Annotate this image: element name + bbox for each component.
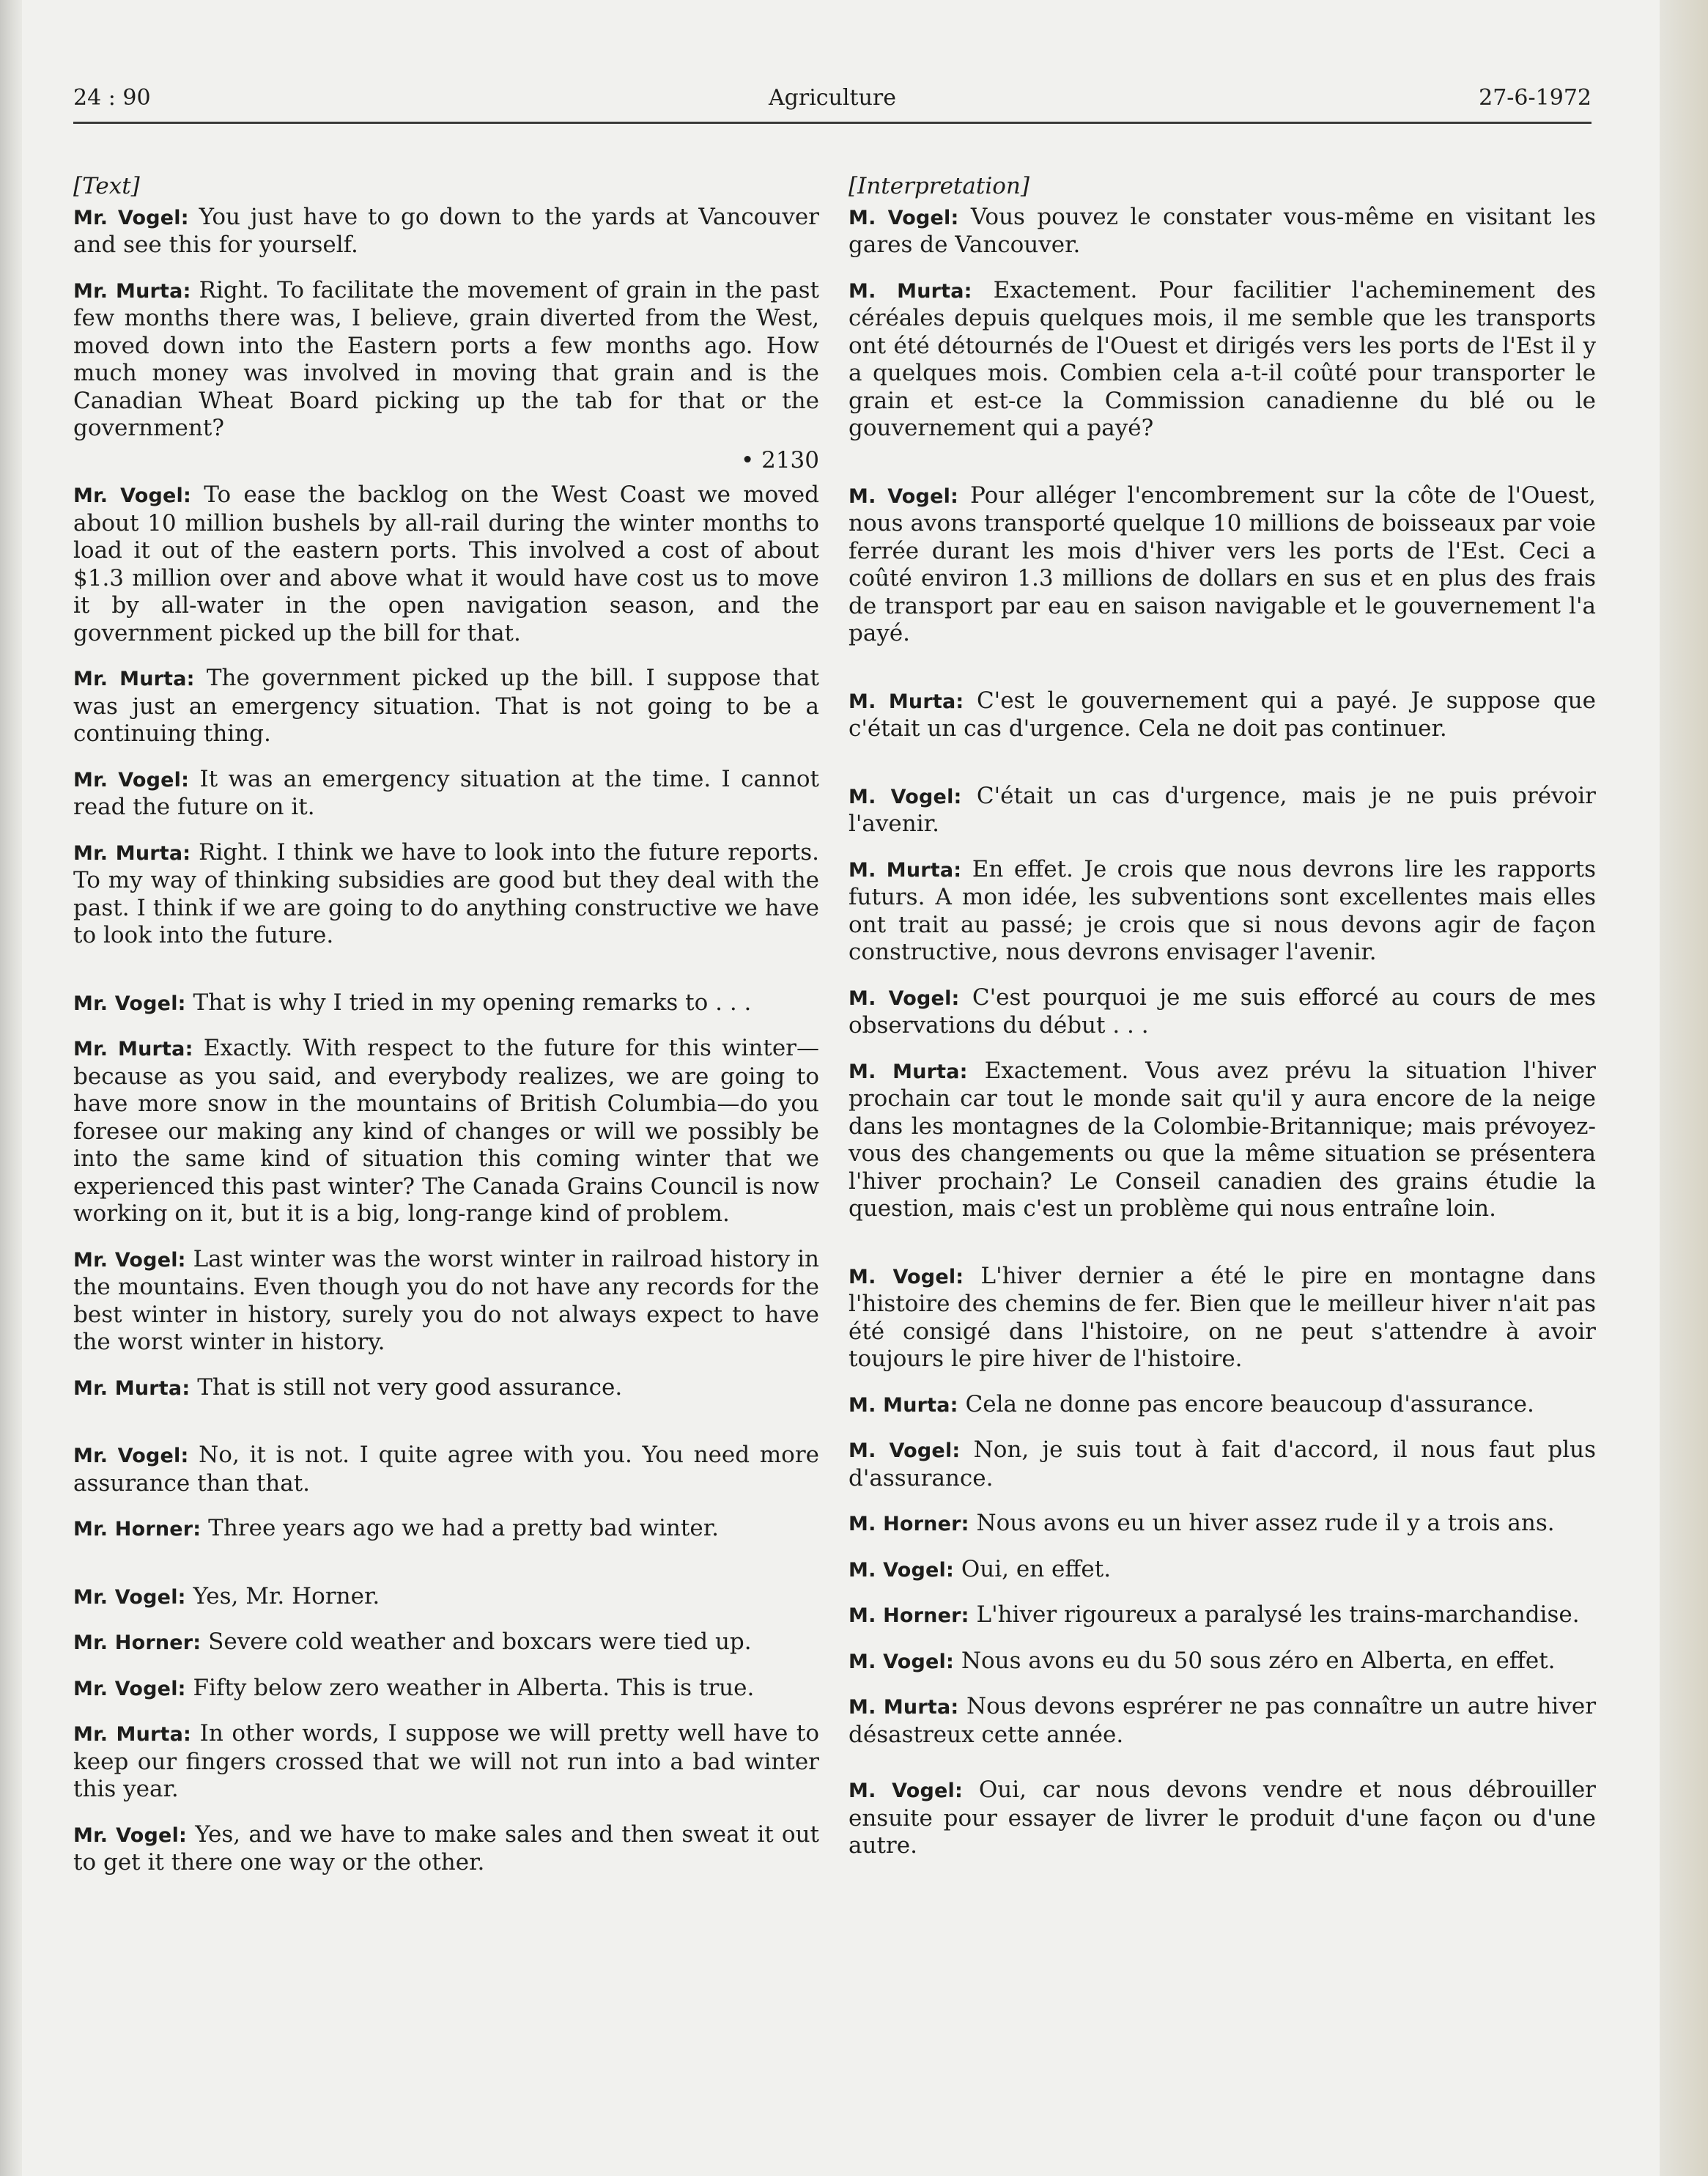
speaker-name: M. Vogel:: [849, 785, 962, 808]
speech-text: L'hiver rigoureux a paralysé les trains-marchandise.: [976, 1601, 1580, 1628]
speaker-name: M. Vogel:: [849, 206, 959, 229]
speech-text: Exactly. With respect to the future for this winter—because as you said, and everybody realizes, we are going to have more snow in the mountains of British Columbia—do you foresee our making any kind of changes or will we possibly be into the same kind of situation this coming winter that we experienced this past winter? The Canada Grains Council is now working on it, but it is a big, long-range kind of problem.: [73, 1035, 819, 1227]
speech-text: It was an emergency situation at the time. I cannot read the future on it.: [73, 765, 820, 820]
speech-text: C'était un cas d'urgence, mais je ne puis prévoir l'avenir.: [849, 782, 1596, 837]
page-number: 24 : 90: [73, 85, 151, 111]
dialogue-paragraph: [849, 482, 1596, 648]
speech-text: C'est pourquoi je me suis efforcé au cours de mes observations du début . . .: [849, 984, 1596, 1039]
dialogue-paragraph: [849, 1777, 1596, 1860]
speaker-name: M. Murta:: [849, 1696, 959, 1719]
dialogue-paragraph: [849, 1693, 1596, 1749]
book-spine-shadow: [0, 0, 22, 2176]
speaker-name: Mr. Vogel:: [73, 1823, 188, 1847]
speech-text: Fifty below zero weather in Alberta. This is true.: [193, 1674, 755, 1701]
dialogue-paragraph: [73, 1246, 819, 1357]
speech-text: That is still not very good assurance.: [197, 1373, 623, 1401]
speaker-name: M. Murta:: [849, 1060, 968, 1083]
speaker-name: M. Murta:: [849, 279, 972, 303]
speech-text: Yes, and we have to make sales and then sweat it out to get it there one way or the other.: [73, 1821, 820, 1876]
speaker-name: Mr. Horner:: [73, 1631, 202, 1654]
speaker-name: M. Vogel:: [849, 986, 960, 1010]
dialogue-paragraph: [849, 1391, 1596, 1420]
speech-text: Vous pouvez le constater vous-même en visitant les gares de Vancouver.: [849, 203, 1596, 258]
dialogue-paragraph: [73, 1374, 819, 1403]
dialogue-paragraph: [849, 984, 1596, 1040]
dialogue-paragraph: [849, 204, 1596, 259]
speaker-name: Mr. Vogel:: [73, 1677, 186, 1700]
speech-text: Nous avons eu un hiver assez rude il y a trois ans.: [976, 1510, 1555, 1536]
speaker-name: Mr. Vogel:: [73, 768, 190, 792]
speech-text: Non, je suis tout à fait d'accord, il nous faut plus d'assurance.: [849, 1436, 1596, 1491]
column-label: [Interpretation]: [849, 173, 1029, 199]
speaker-name: Mr. Vogel:: [73, 206, 189, 229]
dialogue-paragraph: [849, 856, 1596, 967]
header-title: Agriculture: [769, 85, 896, 111]
speaker-name: Mr. Vogel:: [73, 992, 186, 1015]
speech-text: Exactement. Vous avez prévu la situation l'hiver prochain car tout le monde sait qu'il y aura encore de la neige dans les montagnes de la Colombie-Britannique; mais prévoyez-vous des changements ou que la même situation se présentera l'hiver prochain? Le Conseil canadien des grains étudie la question, mais c'est un problème qui nous entraîne loin.: [849, 1057, 1597, 1222]
speech-text: Right. I think we have to look into the future reports. To my way of thinking subsidies are good but they deal with the past. I think if we are going to do anything constructive we have to look into the future.: [73, 838, 819, 948]
speech-text: L'hiver dernier a été le pire en montagne dans l'histoire des chemins de fer. Bien que le meilleur hiver n'ait pas été consigé dans l'histoire, on ne peut s'attendre à avoir toujours le pire hiver de l'histoire.: [849, 1262, 1596, 1372]
dialogue-paragraph: [849, 1058, 1596, 1223]
dialogue-paragraph: [73, 839, 819, 950]
speech-text: Severe cold weather and boxcars were tied up.: [208, 1629, 752, 1655]
speech-text: Right. To facilitate the movement of grain in the past few months there was, I believe, grain diverted from the West, moved down into the Eastern ports a few months ago. How much money was involved in moving that grain and is the Canadian Wheat Board picking up the tab for that or the government?: [73, 276, 819, 441]
dialogue-paragraph: [849, 1648, 1596, 1676]
dialogue-paragraph: [849, 1601, 1596, 1630]
speaker-name: Mr. Murta:: [73, 1376, 191, 1400]
running-header: [73, 79, 1591, 124]
speech-text: Cela ne donne pas encore beaucoup d'assurance.: [965, 1390, 1534, 1417]
speech-text: Oui, car nous devons vendre et nous débrouiller ensuite pour essayer de livrer le produit d'une façon ou d'une autre.: [849, 1777, 1596, 1859]
speaker-name: Mr. Murta:: [73, 841, 191, 865]
speech-text: Yes, Mr. Horner.: [193, 1582, 380, 1609]
speaker-name: Mr. Murta:: [73, 1038, 193, 1061]
speech-text: Exactement. Pour facilitier l'acheminement des céréales depuis quelques mois, il me semble que les transports ont été détournés de l'Ouest et dirigés vers les ports de l'Est il y a quelques mois. Combien cela a-t-il coûté pour transporter le grain et est-ce la Commission canadienne du blé ou le gouvernement qui a payé?: [849, 276, 1596, 441]
english-column: [73, 173, 819, 1895]
speech-text: En effet. Je crois que nous devrons lire les rapports futurs. A mon idée, les subventions sont excellentes mais elles ont trait au passé; je crois que si nous devons agir de façon constructive, nous devrons envisager l'avenir.: [849, 855, 1597, 965]
speaker-name: M. Murta:: [849, 858, 962, 882]
speaker-name: Mr. Murta:: [73, 668, 195, 690]
column-label: [Text]: [73, 173, 140, 199]
speaker-name: Mr. Murta:: [73, 279, 191, 303]
speech-text: Pour alléger l'encombrement sur la côte de l'Ouest, nous avons transporté quelque 10 millions de boisseaux par voie ferrée durant les mois d'hiver vers les ports de l'Est. Ceci a coûté environ 1.3 millions de dollars en sus et en plus des frais de transport par eau en saison navigable et le gouvernement l'a payé.: [849, 482, 1596, 646]
speaker-name: M. Horner:: [849, 1513, 969, 1535]
dialogue-paragraph: [849, 1556, 1596, 1585]
dialogue-paragraph: [73, 989, 819, 1018]
time-marker: • 2130: [740, 446, 819, 473]
speaker-name: Mr. Vogel:: [73, 1445, 189, 1467]
dialogue-paragraph: [73, 1442, 819, 1497]
speaker-name: M. Murta:: [849, 1393, 958, 1417]
speaker-name: M. Murta:: [849, 690, 964, 713]
speech-text: C'est le gouvernement qui a payé. Je suppose que c'était un cas d'urgence. Cela ne doit pas continuer.: [849, 687, 1597, 742]
speech-text: That is why I tried in my opening remarks to . . .: [193, 989, 752, 1016]
speaker-name: Mr. Horner:: [73, 1518, 202, 1541]
speaker-name: M. Vogel:: [849, 1650, 954, 1673]
dialogue-paragraph: [849, 277, 1596, 443]
dialogue-paragraph: [73, 204, 819, 259]
dialogue-paragraph: [73, 277, 819, 443]
speech-text: Oui, en effet.: [961, 1555, 1112, 1582]
dialogue-paragraph: [73, 1629, 819, 1657]
french-column: [849, 173, 1596, 1878]
dialogue-paragraph: [849, 1436, 1596, 1492]
speaker-name: M. Vogel:: [849, 484, 959, 508]
speech-text: In other words, I suppose we will pretty well have to keep our fingers crossed that we will not run into a bad winter this year.: [73, 1720, 819, 1802]
dialogue-paragraph: [849, 1263, 1596, 1373]
speaker-name: M. Vogel:: [849, 1439, 961, 1462]
dialogue-paragraph: [73, 1720, 819, 1804]
speaker-name: Mr. Murta:: [73, 1723, 192, 1746]
dialogue-paragraph: [73, 1583, 819, 1612]
dialogue-paragraph: [73, 482, 819, 647]
speaker-name: M. Vogel:: [849, 1558, 954, 1582]
dialogue-paragraph: [73, 665, 819, 748]
speech-text: You just have to go down to the yards at Vancouver and see this for yourself.: [73, 203, 819, 258]
speaker-name: Mr. Vogel:: [73, 1248, 186, 1272]
dialogue-paragraph: [73, 1675, 819, 1703]
page-edge: [1660, 0, 1708, 2176]
dialogue-paragraph: [73, 766, 819, 822]
speech-text: Nous avons eu du 50 sous zéro en Alberta, en effet.: [961, 1647, 1556, 1674]
dialogue-paragraph: [73, 1515, 819, 1544]
speech-text: To ease the backlog on the West Coast we moved about 10 million bushels by all-rail during the winter months to load it out of the eastern ports. This involved a cost of about $1.3 million over and above what it would have cost us to move it by all-water in the open navigation season, and the government picked up the bill for that.: [73, 482, 819, 646]
dialogue-paragraph: [73, 1821, 819, 1877]
speech-text: Last winter was the worst winter in railroad history in the mountains. Even though you do not have any records for the best winter in history, surely you do not always expect to have the worst winter in history.: [73, 1245, 820, 1355]
dialogue-paragraph: [849, 1510, 1596, 1538]
speaker-name: M. Horner:: [849, 1604, 969, 1627]
speech-text: No, it is not. I quite agree with you. You need more assurance than that.: [73, 1442, 820, 1497]
speaker-name: Mr. Vogel:: [73, 1585, 186, 1609]
speaker-name: M. Vogel:: [849, 1265, 964, 1288]
header-date: 27-6-1972: [1479, 85, 1591, 111]
speech-text: Nous devons esprérer ne pas connaître un autre hiver désastreux cette année.: [849, 1693, 1597, 1748]
speech-text: Three years ago we had a pretty bad winter.: [208, 1515, 719, 1541]
speaker-name: Mr. Vogel:: [73, 484, 191, 507]
dialogue-paragraph: [73, 1035, 819, 1228]
speech-text: The government picked up the bill. I suppose that was just an emergency situation. That is not going to be a continuing thing.: [73, 665, 819, 747]
dialogue-paragraph: [849, 783, 1596, 838]
speaker-name: M. Vogel:: [849, 1779, 963, 1802]
dialogue-paragraph: [849, 687, 1596, 743]
